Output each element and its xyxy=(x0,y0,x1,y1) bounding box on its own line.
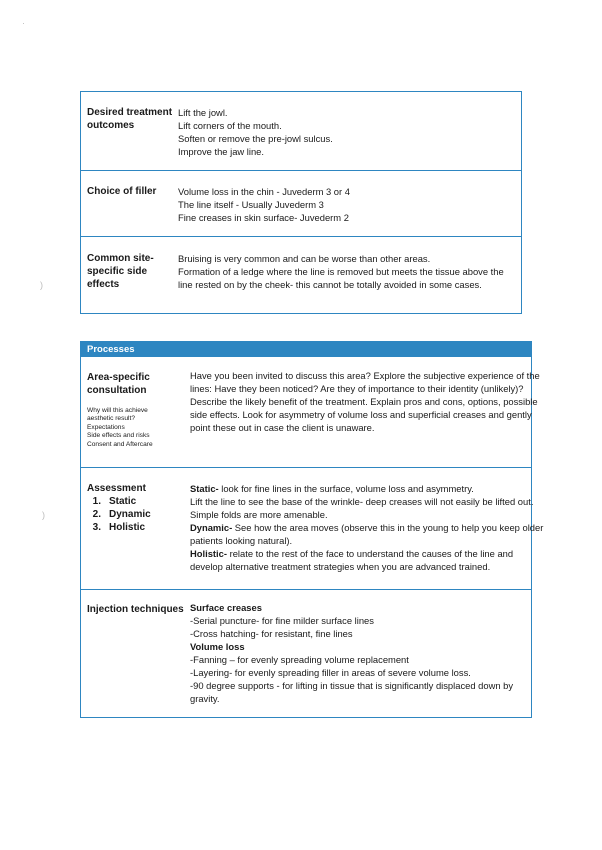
assessment-item: 3. Holistic xyxy=(92,522,146,533)
row-outcomes xyxy=(81,92,521,171)
consultation-text: Have you been invited to discuss this area? Explore the subjective experience of the lines: Have they been noticed? Are they of importance to their identity (unlikely)? Describe the likely benefit of the treatment. Explain pros and cons, options, possible side effects. Look for asymmetry of volume loss and superficial creases and gently point these out in case the client is unaware. xyxy=(190,370,540,433)
assessment-item: 2. Dynamic xyxy=(92,509,151,520)
row-side-effects xyxy=(81,237,521,313)
consultation-label: Area-specific consultation xyxy=(87,372,150,396)
row-consultation xyxy=(81,357,540,468)
row-filler xyxy=(81,171,521,237)
filler-label: Choice of filler xyxy=(87,186,157,197)
assessment-item: 1. Static xyxy=(92,496,137,507)
outcomes-text: Lift the jowl. Lift corners of the mouth. Soften or remove the pre-jowl sulcus. Improve the jaw line. xyxy=(178,107,333,157)
processes-header: Processes xyxy=(81,342,531,357)
scan-mark: ) xyxy=(42,510,45,520)
consultation-subnotes: Why will this achieve aesthetic result? Expectations Side effects and risks Consent and Aftercare xyxy=(87,407,153,448)
outcomes-table xyxy=(80,91,522,314)
processes-table xyxy=(80,341,544,718)
injection-text: Surface creases -Serial puncture- for fine milder surface lines -Cross hatching- for resistant, fine lines Volume loss -Fanning – for evenly spreading volume replacement -Layering- for evenly spreading filler in areas of severe volume loss. -90 degree supports - for lifting in tissue that is significantly displaced down by gravity. xyxy=(190,602,514,704)
assessment-text: Static- look for fine lines in the surface, volume loss and asymmetry. Lift the line to see the base of the wrinkle- deep creases will not easily be lifted out. Simple folds are more amenable. Dynamic- See how the area moves (observe this in the young to help you keep older patients looking natural). Holistic- relate to the rest of the face to understand the causes of the line and develop alternative treatment strategies when you are advanced trained. xyxy=(190,483,544,572)
row-assessment xyxy=(81,468,544,590)
assessment-label: Assessment 1. Static 2. Dynamic 3. Holistic xyxy=(87,483,151,533)
filler-text: Volume loss in the chin - Juvederm 3 or 4 The line itself - Usually Juvederm 3 Fine creases in skin surface- Juvederm 2 xyxy=(178,186,350,223)
side-effects-label: Common site- specific side effects xyxy=(87,253,154,290)
scan-mark: · xyxy=(22,18,25,28)
side-effects-text: Bruising is very common and can be worse than other areas. Formation of a ledge where the line is removed but meets the tissue above the line rested on by the cheek- this cannot be totally avoided in some cases. xyxy=(178,253,504,290)
scan-mark: ) xyxy=(40,280,43,290)
outcomes-label: Desired treatment outcomes xyxy=(87,107,173,131)
injection-label: Injection techniques xyxy=(87,604,184,615)
row-injection xyxy=(81,590,531,717)
